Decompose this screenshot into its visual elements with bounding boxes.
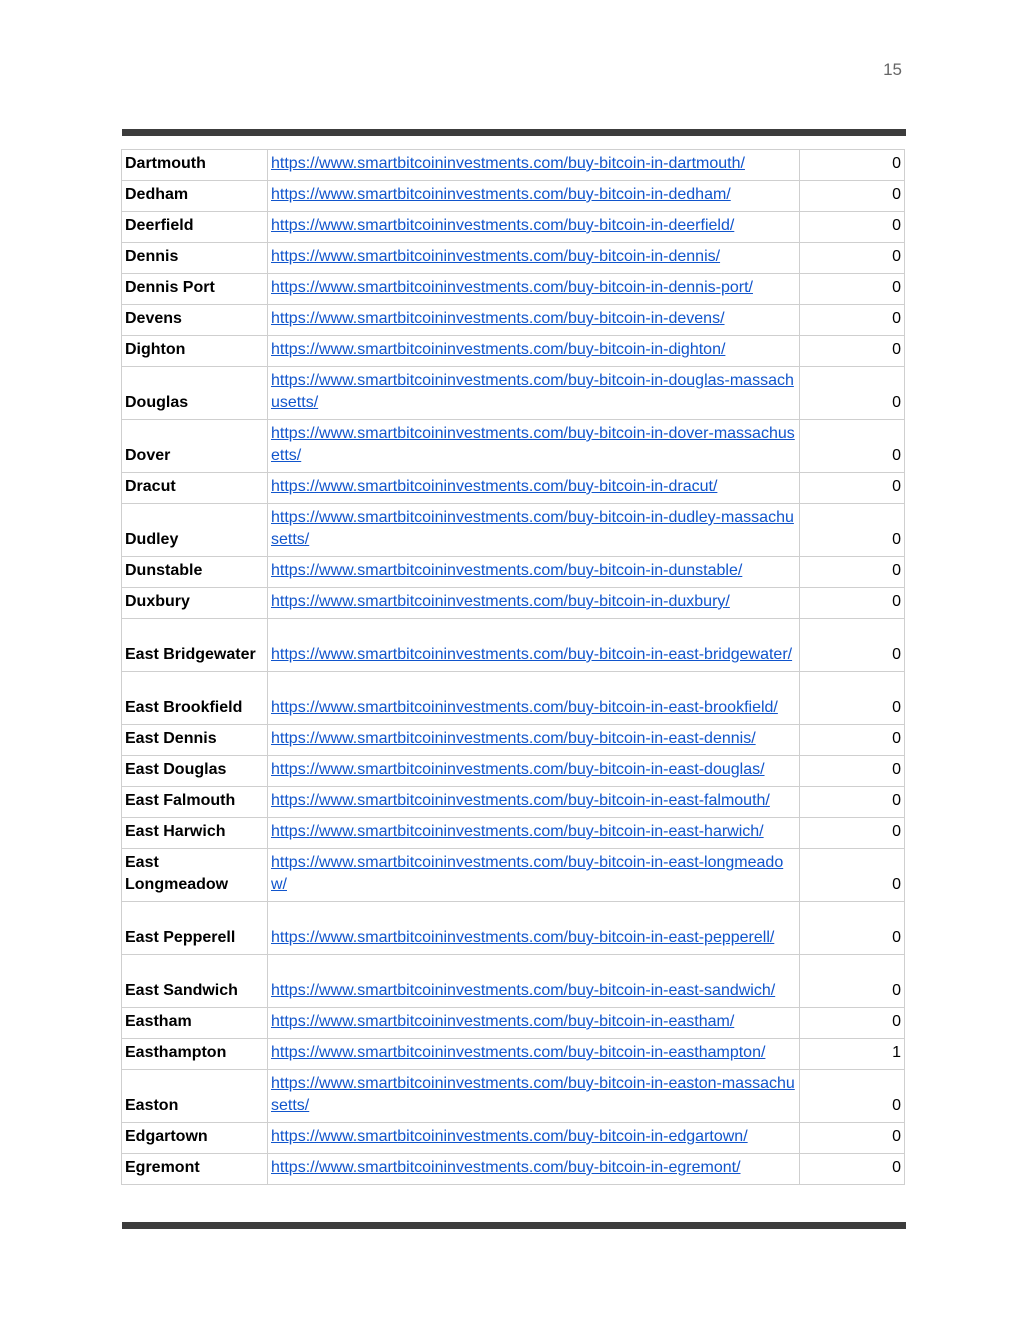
city-name-cell: East Pepperell: [122, 902, 268, 955]
city-name-cell: East Falmouth: [122, 787, 268, 818]
table-row: [122, 818, 905, 849]
page-number: 15: [883, 60, 902, 79]
count-cell: 0: [800, 181, 905, 212]
city-name-cell: Dudley: [122, 504, 268, 557]
count-cell: 0: [800, 473, 905, 504]
city-name-cell: Douglas: [122, 367, 268, 420]
city-url-link[interactable]: https://www.smartbitcoininvestments.com/buy-bitcoin-in-dighton/: [271, 341, 726, 358]
url-cell: [268, 1154, 800, 1185]
city-url-link[interactable]: https://www.smartbitcoininvestments.com/buy-bitcoin-in-east-pepperell/: [271, 929, 775, 946]
city-url-link[interactable]: https://www.smartbitcoininvestments.com/buy-bitcoin-in-deerfield/: [271, 217, 735, 234]
city-url-link[interactable]: https://www.smartbitcoininvestments.com/buy-bitcoin-in-douglas-massachusetts/: [271, 372, 794, 411]
url-cell: [268, 150, 800, 181]
city-url-link[interactable]: https://www.smartbitcoininvestments.com/buy-bitcoin-in-dover-massachusetts/: [271, 425, 795, 464]
table-row: [122, 1123, 905, 1154]
url-cell: [268, 181, 800, 212]
count-cell: 0: [800, 305, 905, 336]
url-cell: [268, 1070, 800, 1123]
url-cell: [268, 1039, 800, 1070]
url-cell: [268, 557, 800, 588]
table-body: [122, 150, 905, 1185]
url-cell: [268, 420, 800, 473]
table-row: [122, 305, 905, 336]
count-cell: 0: [800, 243, 905, 274]
city-name-cell: East Harwich: [122, 818, 268, 849]
url-cell: [268, 588, 800, 619]
city-name-cell: Edgartown: [122, 1123, 268, 1154]
count-cell: 0: [800, 818, 905, 849]
count-cell: 0: [800, 1154, 905, 1185]
count-cell: 0: [800, 420, 905, 473]
count-cell: 0: [800, 756, 905, 787]
table-row: [122, 336, 905, 367]
count-cell: 0: [800, 212, 905, 243]
url-cell: [268, 305, 800, 336]
city-name-cell: Dunstable: [122, 557, 268, 588]
url-cell: [268, 902, 800, 955]
table-row: [122, 725, 905, 756]
city-url-link[interactable]: https://www.smartbitcoininvestments.com/buy-bitcoin-in-east-sandwich/: [271, 982, 776, 999]
count-cell: 0: [800, 1123, 905, 1154]
city-url-link[interactable]: https://www.smartbitcoininvestments.com/buy-bitcoin-in-east-dennis/: [271, 730, 756, 747]
city-url-link[interactable]: https://www.smartbitcoininvestments.com/buy-bitcoin-in-dracut/: [271, 478, 718, 495]
city-url-link[interactable]: https://www.smartbitcoininvestments.com/buy-bitcoin-in-east-falmouth/: [271, 792, 770, 809]
count-cell: 0: [800, 619, 905, 672]
table-row: [122, 902, 905, 955]
city-url-link[interactable]: https://www.smartbitcoininvestments.com/buy-bitcoin-in-dunstable/: [271, 562, 743, 579]
bottom-divider: [122, 1222, 906, 1229]
table-row: [122, 1154, 905, 1185]
city-url-link[interactable]: https://www.smartbitcoininvestments.com/buy-bitcoin-in-easton-massachusetts/: [271, 1075, 795, 1114]
url-cell: [268, 1008, 800, 1039]
city-name-cell: Easton: [122, 1070, 268, 1123]
count-cell: 0: [800, 672, 905, 725]
table-row: [122, 150, 905, 181]
city-url-link[interactable]: https://www.smartbitcoininvestments.com/buy-bitcoin-in-dedham/: [271, 186, 731, 203]
city-link-table: [121, 149, 905, 1185]
url-cell: [268, 787, 800, 818]
count-cell: 0: [800, 367, 905, 420]
url-cell: [268, 818, 800, 849]
city-name-cell: East Bridgewater: [122, 619, 268, 672]
url-cell: [268, 212, 800, 243]
table-row: [122, 1039, 905, 1070]
city-url-link[interactable]: https://www.smartbitcoininvestments.com/buy-bitcoin-in-east-longmeadow/: [271, 854, 784, 893]
url-cell: [268, 955, 800, 1008]
city-name-cell: East Douglas: [122, 756, 268, 787]
city-name-cell: Dennis Port: [122, 274, 268, 305]
city-url-link[interactable]: https://www.smartbitcoininvestments.com/buy-bitcoin-in-eastham/: [271, 1013, 735, 1030]
table-row: [122, 367, 905, 420]
city-url-link[interactable]: https://www.smartbitcoininvestments.com/buy-bitcoin-in-east-harwich/: [271, 823, 764, 840]
url-cell: [268, 243, 800, 274]
count-cell: 0: [800, 1070, 905, 1123]
url-cell: [268, 619, 800, 672]
count-cell: 0: [800, 955, 905, 1008]
table-row: [122, 619, 905, 672]
table-row: [122, 420, 905, 473]
table-row: [122, 212, 905, 243]
table-row: [122, 243, 905, 274]
table-row: [122, 557, 905, 588]
table-row: [122, 588, 905, 619]
count-cell: 1: [800, 1039, 905, 1070]
url-cell: [268, 756, 800, 787]
count-cell: 0: [800, 1008, 905, 1039]
count-cell: 0: [800, 849, 905, 902]
city-name-cell: Dracut: [122, 473, 268, 504]
city-name-cell: Duxbury: [122, 588, 268, 619]
table-row: [122, 787, 905, 818]
url-cell: [268, 725, 800, 756]
city-url-link[interactable]: https://www.smartbitcoininvestments.com/buy-bitcoin-in-egremont/: [271, 1159, 741, 1176]
count-cell: 0: [800, 504, 905, 557]
city-url-link[interactable]: https://www.smartbitcoininvestments.com/buy-bitcoin-in-dennis-port/: [271, 279, 753, 296]
count-cell: 0: [800, 902, 905, 955]
city-url-link[interactable]: https://www.smartbitcoininvestments.com/buy-bitcoin-in-east-douglas/: [271, 761, 765, 778]
city-name-cell: Dedham: [122, 181, 268, 212]
city-name-cell: East Dennis: [122, 725, 268, 756]
table-row: [122, 274, 905, 305]
count-cell: 0: [800, 150, 905, 181]
city-name-cell: Dennis: [122, 243, 268, 274]
city-url-link[interactable]: https://www.smartbitcoininvestments.com/buy-bitcoin-in-dudley-massachusetts/: [271, 509, 794, 548]
table-row: [122, 1008, 905, 1039]
table-row: [122, 672, 905, 725]
url-cell: [268, 336, 800, 367]
top-divider: [122, 129, 906, 136]
url-cell: [268, 849, 800, 902]
count-cell: 0: [800, 787, 905, 818]
city-url-link[interactable]: https://www.smartbitcoininvestments.com/buy-bitcoin-in-dennis/: [271, 248, 721, 265]
city-url-link[interactable]: https://www.smartbitcoininvestments.com/buy-bitcoin-in-dartmouth/: [271, 155, 745, 172]
city-url-link[interactable]: https://www.smartbitcoininvestments.com/buy-bitcoin-in-duxbury/: [271, 593, 730, 610]
city-name-cell: Dartmouth: [122, 150, 268, 181]
count-cell: 0: [800, 588, 905, 619]
city-name-cell: Dighton: [122, 336, 268, 367]
url-cell: [268, 504, 800, 557]
count-cell: 0: [800, 557, 905, 588]
url-cell: [268, 367, 800, 420]
city-name-cell: Deerfield: [122, 212, 268, 243]
url-cell: [268, 473, 800, 504]
city-url-link[interactable]: https://www.smartbitcoininvestments.com/buy-bitcoin-in-easthampton/: [271, 1044, 766, 1061]
table-row: [122, 473, 905, 504]
table-row: [122, 1070, 905, 1123]
url-cell: [268, 1123, 800, 1154]
city-name-cell: Egremont: [122, 1154, 268, 1185]
count-cell: 0: [800, 274, 905, 305]
count-cell: 0: [800, 336, 905, 367]
count-cell: 0: [800, 725, 905, 756]
city-name-cell: East Longmeadow: [122, 849, 268, 902]
url-cell: [268, 672, 800, 725]
city-name-cell: Dover: [122, 420, 268, 473]
city-name-cell: Easthampton: [122, 1039, 268, 1070]
city-name-cell: East Sandwich: [122, 955, 268, 1008]
table-row: [122, 955, 905, 1008]
city-name-cell: East Brookfield: [122, 672, 268, 725]
table-row: [122, 181, 905, 212]
city-url-link[interactable]: https://www.smartbitcoininvestments.com/buy-bitcoin-in-edgartown/: [271, 1128, 748, 1145]
city-name-cell: Eastham: [122, 1008, 268, 1039]
city-name-cell: Devens: [122, 305, 268, 336]
table-row: [122, 849, 905, 902]
url-cell: [268, 274, 800, 305]
table-row: [122, 504, 905, 557]
table-row: [122, 756, 905, 787]
city-url-link[interactable]: https://www.smartbitcoininvestments.com/buy-bitcoin-in-devens/: [271, 310, 725, 327]
city-url-link[interactable]: https://www.smartbitcoininvestments.com/buy-bitcoin-in-east-bridgewater/: [271, 646, 793, 663]
city-url-link[interactable]: https://www.smartbitcoininvestments.com/buy-bitcoin-in-east-brookfield/: [271, 699, 778, 716]
